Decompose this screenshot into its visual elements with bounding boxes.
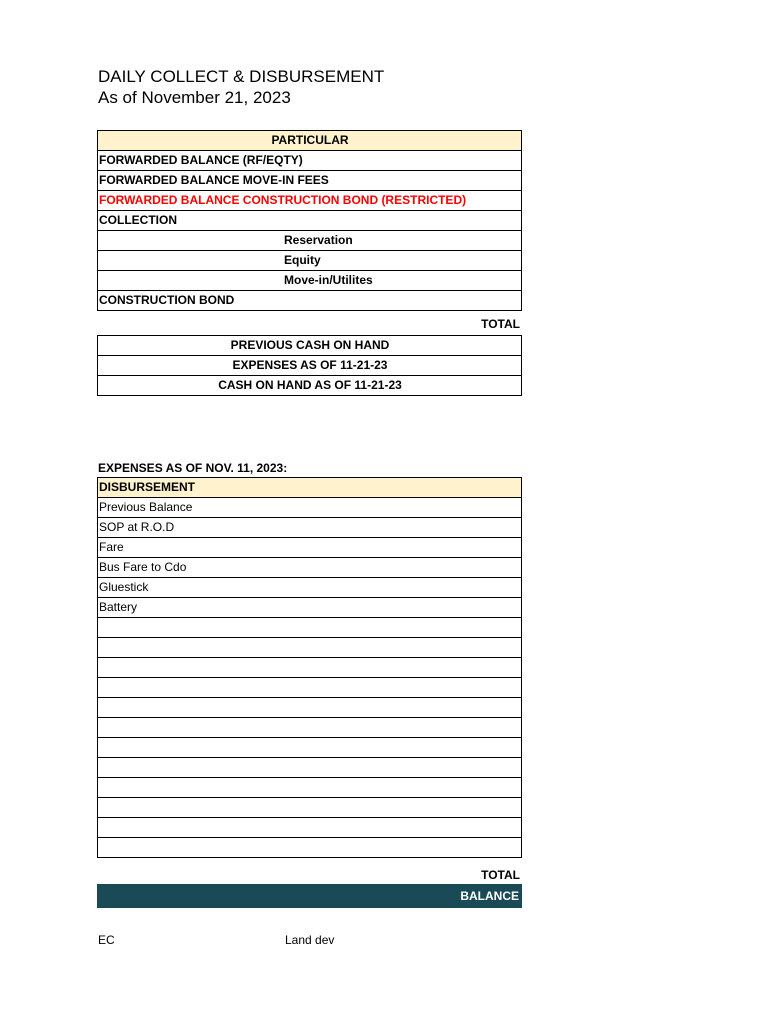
disbursement-item <box>98 818 522 838</box>
table-row <box>98 498 522 518</box>
collection-label: COLLECTION <box>98 211 522 231</box>
table-row <box>98 598 522 618</box>
table-row <box>98 798 522 818</box>
disbursement-header: DISBURSEMENT <box>98 478 522 498</box>
table-row <box>98 211 522 231</box>
previous-cash-on-hand: PREVIOUS CASH ON HAND <box>98 336 522 356</box>
disbursement-item <box>98 638 522 658</box>
table-row <box>98 271 522 291</box>
cash-on-hand-table <box>97 335 522 396</box>
forwarded-balance-move-in: FORWARDED BALANCE MOVE-IN FEES <box>98 171 522 191</box>
collection-equity: Equity <box>98 251 522 271</box>
footer-land-dev: Land dev <box>285 933 335 947</box>
table-row <box>98 151 522 171</box>
table-row <box>98 738 522 758</box>
table-row <box>98 678 522 698</box>
table-row <box>98 518 522 538</box>
cash-on-hand-as-of: CASH ON HAND AS OF 11-21-23 <box>98 376 522 396</box>
table-row <box>98 538 522 558</box>
particular-header: PARTICULAR <box>98 131 522 151</box>
disbursement-item <box>98 678 522 698</box>
balance-label: BALANCE <box>460 889 519 903</box>
table-row <box>98 231 522 251</box>
particular-total-label: TOTAL <box>481 317 520 331</box>
table-row <box>98 578 522 598</box>
disbursement-item <box>98 618 522 638</box>
construction-bond: CONSTRUCTION BOND <box>98 291 522 311</box>
table-header-row <box>98 131 522 151</box>
report-date: As of November 21, 2023 <box>98 88 291 107</box>
table-row <box>98 758 522 778</box>
disbursement-item <box>98 698 522 718</box>
disbursement-item <box>98 738 522 758</box>
disbursement-item <box>98 838 522 858</box>
table-row <box>98 251 522 271</box>
table-row <box>98 718 522 738</box>
disbursement-total-label: TOTAL <box>481 868 520 882</box>
table-row <box>98 356 522 376</box>
table-row <box>98 618 522 638</box>
table-row <box>98 336 522 356</box>
disbursement-item: Bus Fare to Cdo <box>98 558 522 578</box>
table-row <box>98 171 522 191</box>
table-row <box>98 638 522 658</box>
disbursement-item <box>98 758 522 778</box>
report-title: DAILY COLLECT & DISBURSEMENT <box>98 67 385 86</box>
table-row <box>98 191 522 211</box>
table-row <box>98 838 522 858</box>
disbursement-item <box>98 718 522 738</box>
forwarded-balance-rf-eqty: FORWARDED BALANCE (RF/EQTY) <box>98 151 522 171</box>
table-header-row <box>98 478 522 498</box>
forwarded-balance-construction-bond: FORWARDED BALANCE CONSTRUCTION BOND (RESTRICTED) <box>98 191 522 211</box>
collection-reservation: Reservation <box>98 231 522 251</box>
table-row <box>98 658 522 678</box>
disbursement-item: Battery <box>98 598 522 618</box>
disbursement-table <box>97 477 522 858</box>
disbursement-item <box>98 778 522 798</box>
balance-bar <box>97 884 522 908</box>
particular-table <box>97 130 522 311</box>
disbursement-item: Gluestick <box>98 578 522 598</box>
disbursement-item <box>98 658 522 678</box>
disbursement-item <box>98 798 522 818</box>
table-row <box>98 376 522 396</box>
expenses-as-of: EXPENSES AS OF 11-21-23 <box>98 356 522 376</box>
disbursement-item: SOP at R.O.D <box>98 518 522 538</box>
expenses-caption: EXPENSES AS OF NOV. 11, 2023: <box>98 461 288 475</box>
table-row <box>98 291 522 311</box>
disbursement-item: Previous Balance <box>98 498 522 518</box>
table-row <box>98 558 522 578</box>
table-row <box>98 818 522 838</box>
table-row <box>98 698 522 718</box>
footer-ec: EC <box>98 933 115 947</box>
table-row <box>98 778 522 798</box>
disbursement-item: Fare <box>98 538 522 558</box>
collection-move-in-utilities: Move-in/Utilites <box>98 271 522 291</box>
